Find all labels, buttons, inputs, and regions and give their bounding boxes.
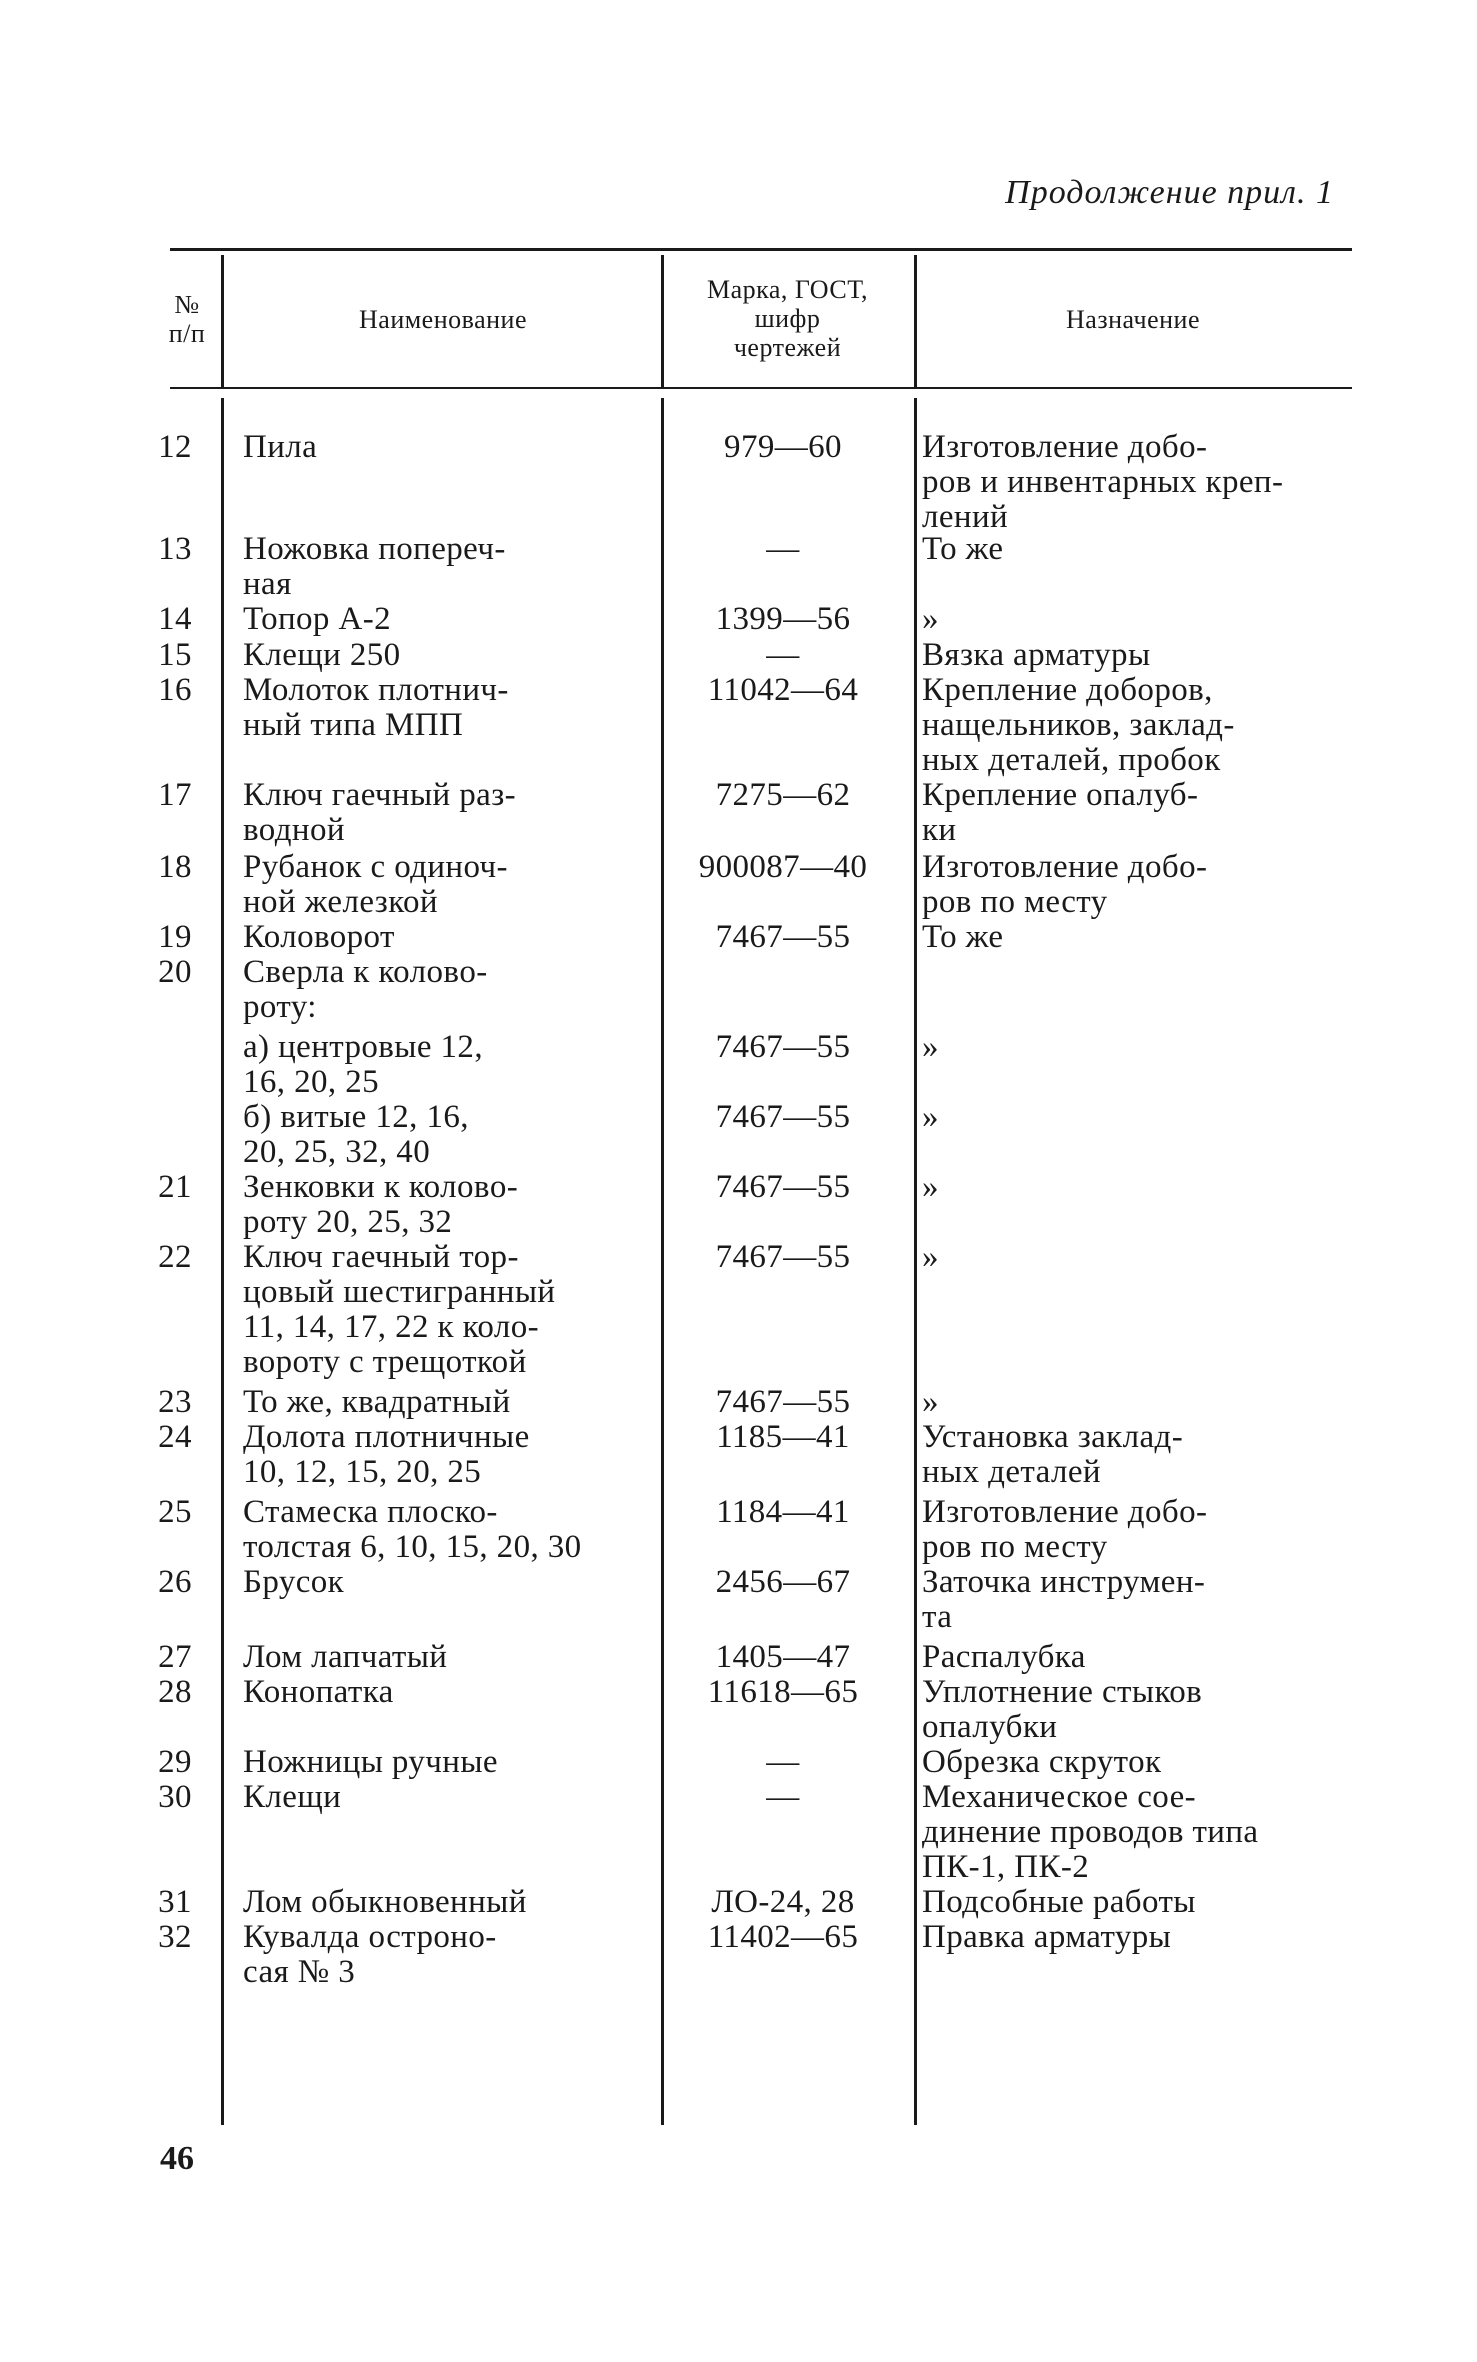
row-mark-cell: 7467—55 xyxy=(715,1239,851,1275)
row-purpose-cell: Изготовление добо- ров и инвентарных креп- лений xyxy=(922,429,1284,535)
row-num-cell: 16 xyxy=(158,672,192,708)
header-mark: Марка, ГОСТ, шифр чертежей xyxy=(706,275,869,362)
row-purpose-cell: То же xyxy=(922,919,1004,955)
row-name-cell: Конопатка xyxy=(243,1674,394,1710)
row-purpose-cell: » xyxy=(922,1099,939,1135)
row-mark-cell: 7467—55 xyxy=(715,1384,851,1420)
row-mark-cell: 1399—56 xyxy=(715,601,851,637)
row-num-cell: 31 xyxy=(158,1884,192,1920)
row-purpose-cell: Крепление опалуб- ки xyxy=(922,777,1199,848)
row-name-cell: а) центровые 12, 16, 20, 25 xyxy=(243,1029,483,1100)
row-mark-cell: 7467—55 xyxy=(715,1029,851,1065)
row-purpose-cell: » xyxy=(922,1029,939,1065)
row-purpose-cell: То же xyxy=(922,531,1004,567)
row-purpose-cell: Изготовление добо- ров по месту xyxy=(922,1494,1208,1565)
row-name-cell: б) витые 12, 16, 20, 25, 32, 40 xyxy=(243,1099,469,1170)
row-mark-cell: 7467—55 xyxy=(715,1099,851,1135)
row-num-cell: 17 xyxy=(158,777,192,813)
row-purpose-cell: Установка заклад- ных деталей xyxy=(922,1419,1184,1490)
row-num-cell: 29 xyxy=(158,1744,192,1780)
row-name-cell: Пила xyxy=(243,429,318,465)
row-mark-cell: 1185—41 xyxy=(716,1419,850,1455)
row-purpose-cell: Обрезка скруток xyxy=(922,1744,1162,1780)
row-mark-cell: — xyxy=(766,531,800,567)
row-name-cell: То же, квадратный xyxy=(243,1384,511,1420)
row-name-cell: Долота плотничные 10, 12, 15, 20, 25 xyxy=(243,1419,530,1490)
row-mark-cell: 11402—65 xyxy=(707,1919,859,1955)
row-name-cell: Клещи 250 xyxy=(243,637,401,673)
row-purpose-cell: » xyxy=(922,1169,939,1205)
row-mark-cell: — xyxy=(766,1744,800,1780)
row-mark-cell: 11618—65 xyxy=(707,1674,859,1710)
row-name-cell: Лом лапчатый xyxy=(243,1639,448,1675)
row-purpose-cell: Заточка инструмен- та xyxy=(922,1564,1206,1635)
row-purpose-cell: Правка арматуры xyxy=(922,1919,1172,1955)
row-name-cell: Лом обыкновенный xyxy=(243,1884,527,1920)
row-mark-cell: 11042—64 xyxy=(707,672,859,708)
row-num-cell: 18 xyxy=(158,849,192,885)
row-num-cell: 23 xyxy=(158,1384,192,1420)
header-num: № п/п xyxy=(168,290,206,348)
row-purpose-cell: Механическое сое- динение проводов типа ПК-1, ПК-2 xyxy=(922,1779,1259,1885)
row-num-cell: 27 xyxy=(158,1639,192,1675)
row-name-cell: Зенковки к коловo- роту 20, 25, 32 xyxy=(243,1169,519,1240)
row-num-cell: 12 xyxy=(158,429,192,465)
row-num-cell: 21 xyxy=(158,1169,192,1205)
row-purpose-cell: Вязка арматуры xyxy=(922,637,1151,673)
row-mark-cell: 7275—62 xyxy=(715,777,851,813)
row-num-cell: 22 xyxy=(158,1239,192,1275)
row-num-cell: 28 xyxy=(158,1674,192,1710)
page-number: 46 xyxy=(160,2140,194,2177)
row-name-cell: Кувалда остроно- сая № 3 xyxy=(243,1919,497,1990)
row-name-cell: Топор А-2 xyxy=(243,601,392,637)
row-mark-cell: 7467—55 xyxy=(715,919,851,955)
row-num-cell: 19 xyxy=(158,919,192,955)
row-name-cell: Сверла к коловo- роту: xyxy=(243,954,488,1025)
row-purpose-cell: Изготовление добо- ров по месту xyxy=(922,849,1208,920)
continuation-label: Продолжение прил. 1 xyxy=(1005,174,1334,211)
row-mark-cell: 979—60 xyxy=(724,429,842,465)
row-purpose-cell: Крепление доборов, нащельников, заклад- ных деталей, пробок xyxy=(922,672,1235,778)
row-num-cell: 13 xyxy=(158,531,192,567)
row-name-cell: Ножницы ручные xyxy=(243,1744,498,1780)
row-num-cell: 32 xyxy=(158,1919,192,1955)
row-num-cell: 24 xyxy=(158,1419,192,1455)
row-mark-cell: 900087—40 xyxy=(698,849,868,885)
row-mark-cell: — xyxy=(766,637,800,673)
row-name-cell: Клещи xyxy=(243,1779,342,1815)
row-mark-cell: ЛО-24, 28 xyxy=(711,1884,855,1920)
row-mark-cell: 2456—67 xyxy=(715,1564,851,1600)
row-name-cell: Брусок xyxy=(243,1564,345,1600)
row-name-cell: Ключ гаечный раз- водной xyxy=(243,777,517,848)
row-num-cell: 30 xyxy=(158,1779,192,1815)
row-num-cell: 15 xyxy=(158,637,192,673)
row-purpose-cell: Подсобные работы xyxy=(922,1884,1196,1920)
row-purpose-cell: » xyxy=(922,601,939,637)
row-name-cell: Стамеска плоско- толстая 6, 10, 15, 20, 30 xyxy=(243,1494,582,1565)
row-num-cell: 25 xyxy=(158,1494,192,1530)
row-num-cell: 14 xyxy=(158,601,192,637)
row-name-cell: Коловорот xyxy=(243,919,395,955)
row-name-cell: Ножовка попереч- ная xyxy=(243,531,506,602)
row-purpose-cell: » xyxy=(922,1384,939,1420)
row-name-cell: Ключ гаечный тор- цовый шестигранный 11, 14, 17, 22 к коло- вороту с трещоткой xyxy=(243,1239,556,1380)
row-name-cell: Рубанок с одиноч- ной железкой xyxy=(243,849,508,920)
row-purpose-cell: Распалубка xyxy=(922,1639,1086,1675)
row-name-cell: Молоток плотнич- ный типа МПП xyxy=(243,672,509,743)
header-purpose: Назначение xyxy=(1066,305,1200,334)
row-purpose-cell: » xyxy=(922,1239,939,1275)
row-mark-cell: — xyxy=(766,1779,800,1815)
row-num-cell: 26 xyxy=(158,1564,192,1600)
row-num-cell: 20 xyxy=(158,954,192,990)
row-mark-cell: 1405—47 xyxy=(715,1639,851,1675)
row-mark-cell: 7467—55 xyxy=(715,1169,851,1205)
row-purpose-cell: Уплотнение стыков опалубки xyxy=(922,1674,1203,1745)
header-name: Наименование xyxy=(359,305,527,334)
row-mark-cell: 1184—41 xyxy=(716,1494,850,1530)
